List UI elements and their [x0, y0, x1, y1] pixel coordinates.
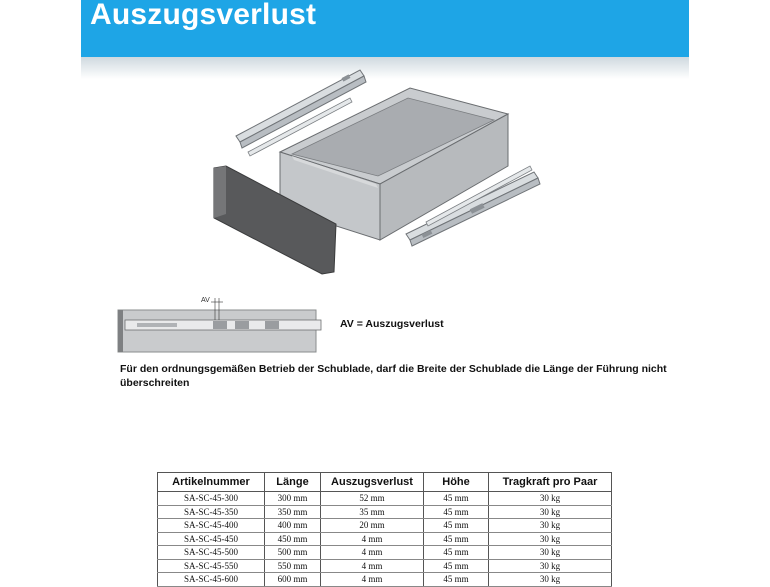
table-cell: 30 kg	[489, 492, 612, 506]
slide-extension-diagram	[115, 290, 325, 358]
column-header-height: Höhe	[424, 473, 489, 492]
table-header-row	[158, 473, 612, 492]
column-header-article-number: Artikelnummer	[158, 473, 265, 492]
table-cell: 4 mm	[321, 546, 424, 560]
installation-note: Für den ordnungsgemäßen Betrieb der Schublade, darf die Breite der Schublade die Länge der Führung nicht überschreiten	[120, 363, 667, 389]
table-cell: 4 mm	[321, 559, 424, 573]
table-cell: 45 mm	[424, 519, 489, 533]
table-cell: 450 mm	[265, 532, 321, 546]
av-marker: AV	[201, 297, 210, 304]
table-cell: 52 mm	[321, 492, 424, 506]
table-cell: 45 mm	[424, 559, 489, 573]
table-cell: 35 mm	[321, 505, 424, 519]
specification-table	[157, 472, 612, 587]
table-cell: 30 kg	[489, 532, 612, 546]
table-cell: SA-SC-45-350	[158, 505, 265, 519]
table-row	[158, 546, 612, 560]
table-cell: SA-SC-45-300	[158, 492, 265, 506]
table-cell: 550 mm	[265, 559, 321, 573]
table-cell: SA-SC-45-450	[158, 532, 265, 546]
table-cell: SA-SC-45-400	[158, 519, 265, 533]
table-cell: SA-SC-45-500	[158, 546, 265, 560]
table-cell: 400 mm	[265, 519, 321, 533]
drawer-exploded-illustration	[200, 62, 580, 282]
table-cell: 500 mm	[265, 546, 321, 560]
table-cell: 45 mm	[424, 532, 489, 546]
table-cell: 300 mm	[265, 492, 321, 506]
page-title: Auszugsverlust	[90, 0, 317, 31]
table-cell: 30 kg	[489, 519, 612, 533]
table-cell: 600 mm	[265, 573, 321, 587]
table-cell: 45 mm	[424, 492, 489, 506]
column-header-length: Länge	[265, 473, 321, 492]
table-row	[158, 492, 612, 506]
av-definition: AV = Auszugsverlust	[340, 318, 444, 330]
table-cell: 30 kg	[489, 505, 612, 519]
table-cell: SA-SC-45-550	[158, 559, 265, 573]
table-cell: 45 mm	[424, 546, 489, 560]
table-cell: 30 kg	[489, 573, 612, 587]
table-cell: 4 mm	[321, 532, 424, 546]
table-cell: 45 mm	[424, 505, 489, 519]
column-header-extension-loss: Auszugsverlust	[321, 473, 424, 492]
table-cell: 45 mm	[424, 573, 489, 587]
table-row	[158, 573, 612, 587]
table-row	[158, 519, 612, 533]
table-cell: 350 mm	[265, 505, 321, 519]
table-cell: 4 mm	[321, 573, 424, 587]
table-cell: SA-SC-45-600	[158, 573, 265, 587]
table-cell: 30 kg	[489, 546, 612, 560]
table-row	[158, 505, 612, 519]
table-row	[158, 559, 612, 573]
table-cell: 30 kg	[489, 559, 612, 573]
column-header-load-capacity: Tragkraft pro Paar	[489, 473, 612, 492]
table-row	[158, 532, 612, 546]
table-cell: 20 mm	[321, 519, 424, 533]
